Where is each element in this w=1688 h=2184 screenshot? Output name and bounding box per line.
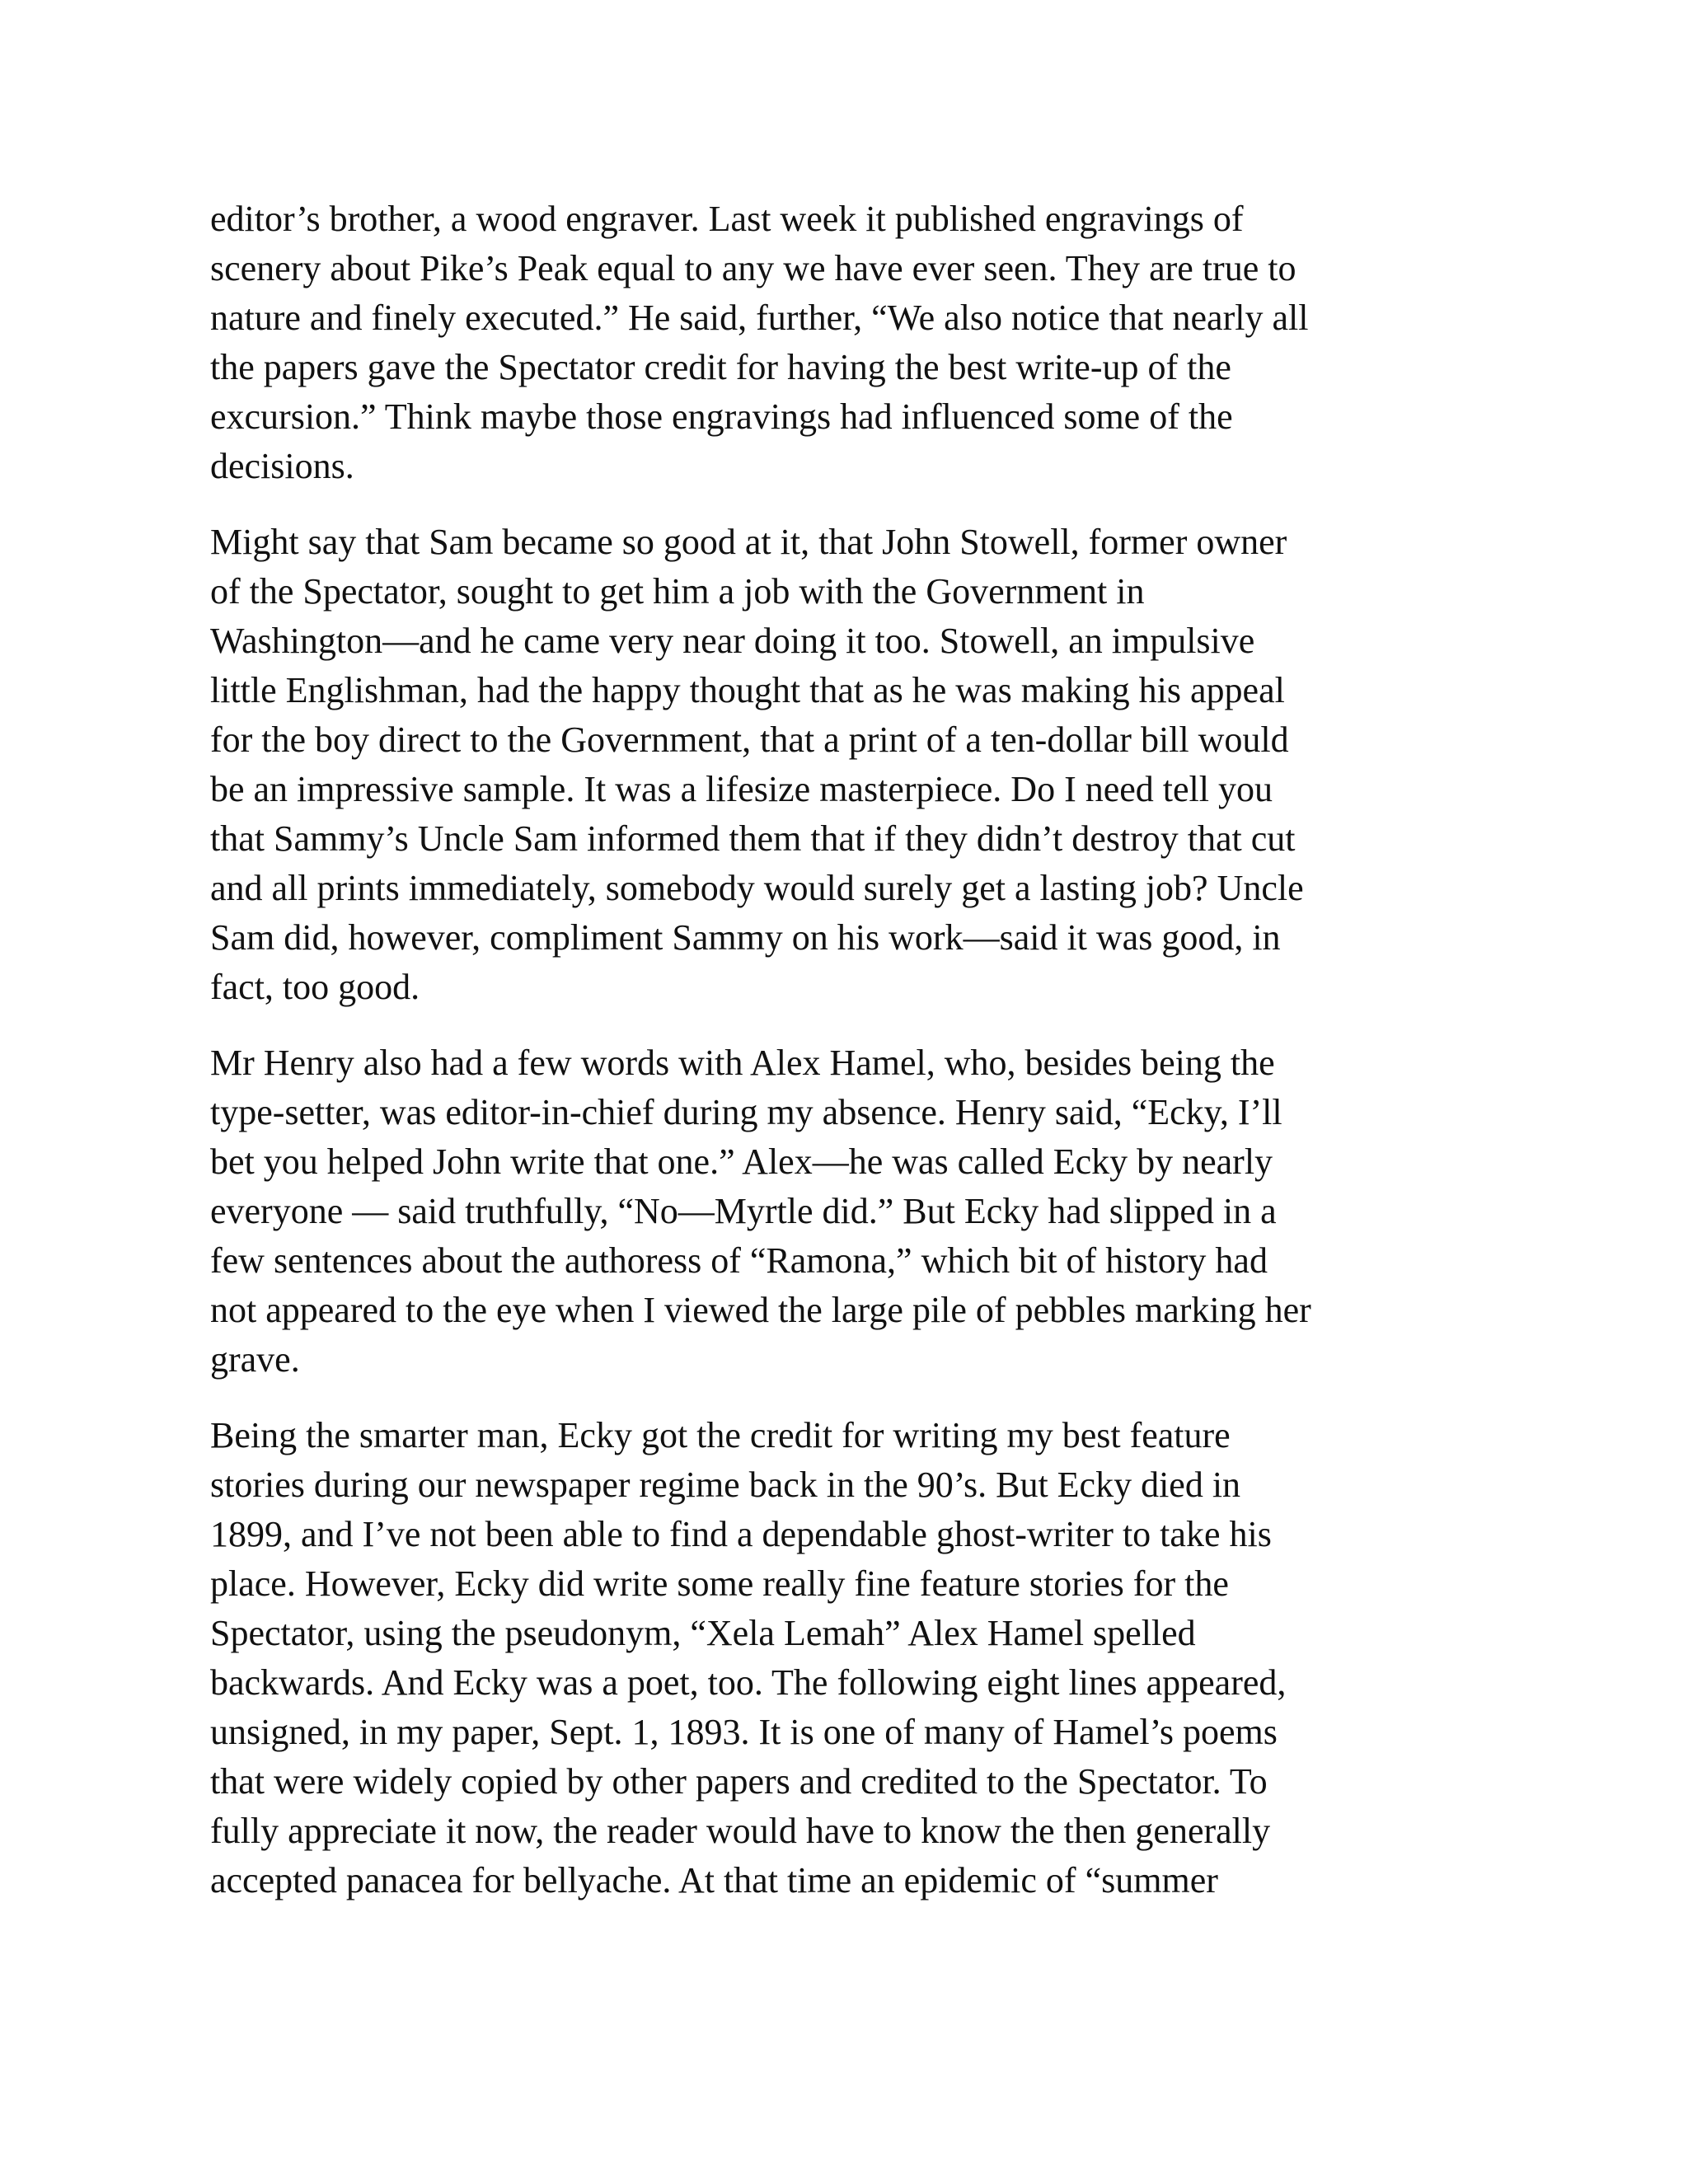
text-line: that were widely copied by other papers and credited to the Spectator. To (210, 1761, 1268, 1802)
text-line: fully appreciate it now, the reader would have to know the then generally (210, 1811, 1271, 1851)
text-line: place. However, Ecky did write some really fine feature stories for the (210, 1563, 1229, 1604)
document-body (210, 194, 1479, 1932)
text-line: fact, too good. (210, 967, 420, 1007)
text-line: of the Spectator, sought to get him a job with the Government in (210, 571, 1145, 612)
text-line: stories during our newspaper regime back in the 90’s. But Ecky died in (210, 1465, 1241, 1505)
text-line: few sentences about the authoress of “Ramona,” which bit of history had (210, 1240, 1268, 1281)
text-line: not appeared to the eye when I viewed the large pile of pebbles marking her (210, 1290, 1311, 1330)
text-line: scenery about Pike’s Peak equal to any we have ever seen. They are true to (210, 248, 1296, 288)
text-line: Mr Henry also had a few words with Alex Hamel, who, besides being the (210, 1043, 1275, 1083)
text-line: the papers gave the Spectator credit for having the best write-up of the (210, 347, 1231, 387)
text-line: bet you helped John write that one.” Alex—he was called Ecky by nearly (210, 1141, 1273, 1182)
paragraph-1 (210, 194, 1479, 491)
text-line: nature and finely executed.” He said, further, “We also notice that nearly all (210, 298, 1309, 338)
text-line: excursion.” Think maybe those engravings had influenced some of the (210, 396, 1233, 437)
text-line: 1899, and I’ve not been able to find a dependable ghost-writer to take his (210, 1514, 1272, 1554)
text-line: be an impressive sample. It was a lifesize masterpiece. Do I need tell you (210, 769, 1273, 809)
text-line: for the boy direct to the Government, that a print of a ten-dollar bill would (210, 719, 1289, 760)
text-line: Might say that Sam became so good at it, that John Stowell, former owner (210, 522, 1287, 562)
text-line: accepted panacea for bellyache. At that time an epidemic of “summer (210, 1860, 1218, 1900)
text-line: grave. (210, 1339, 300, 1380)
text-line: Being the smarter man, Ecky got the credit for writing my best feature (210, 1415, 1231, 1455)
paragraph-4 (210, 1411, 1479, 1905)
text-line: Sam did, however, compliment Sammy on his work—said it was good, in (210, 917, 1281, 958)
paragraph-2 (210, 518, 1479, 1012)
paragraph-3 (210, 1038, 1479, 1385)
text-line: decisions. (210, 446, 354, 486)
text-line: unsigned, in my paper, Sept. 1, 1893. It is one of many of Hamel’s poems (210, 1712, 1278, 1752)
text-line: backwards. And Ecky was a poet, too. The following eight lines appeared, (210, 1662, 1287, 1703)
text-line: everyone — said truthfully, “No—Myrtle did.” But Ecky had slipped in a (210, 1191, 1277, 1231)
text-line: Washington—and he came very near doing it too. Stowell, an impulsive (210, 621, 1255, 661)
text-line: Spectator, using the pseudonym, “Xela Lemah” Alex Hamel spelled (210, 1613, 1196, 1653)
text-line: and all prints immediately, somebody would surely get a lasting job? Uncle (210, 868, 1304, 908)
text-line: little Englishman, had the happy thought that as he was making his appeal (210, 670, 1285, 710)
text-line: editor’s brother, a wood engraver. Last week it published engravings of (210, 199, 1244, 239)
text-line: that Sammy’s Uncle Sam informed them that if they didn’t destroy that cut (210, 818, 1296, 859)
text-line: type-setter, was editor-in-chief during my absence. Henry said, “Ecky, I’ll (210, 1092, 1282, 1132)
